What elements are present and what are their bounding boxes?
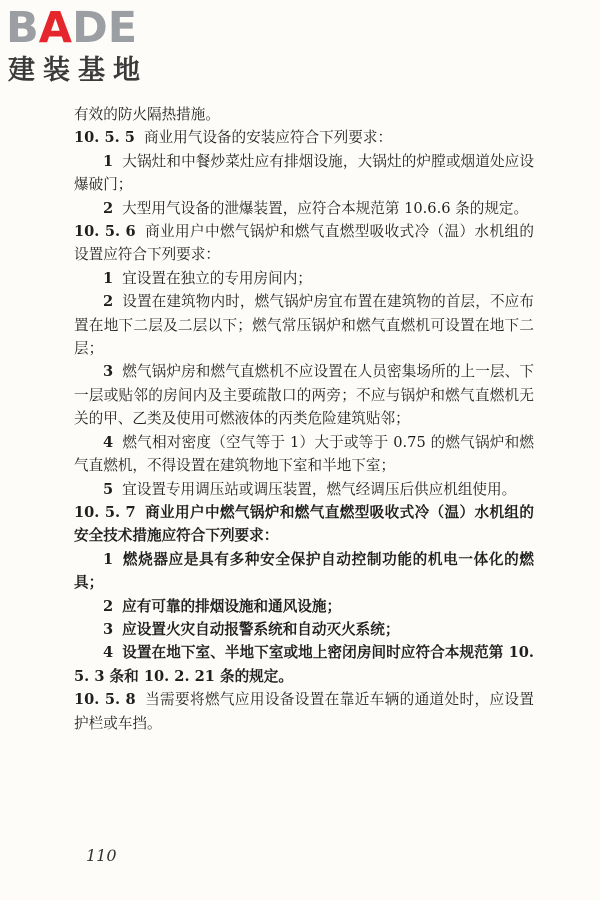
logo-wordmark: BADE — [6, 3, 138, 53]
clause-10-5-7-item-4: 4 设置在地下室、半地下室或地上密闭房间时应符合本规范第 10. 5. 3 条和 10. 2. 21 条的规定。 — [74, 644, 534, 685]
clause-10-5-6-item-4: 4 燃气相对密度（空气等于 1）大于或等于 0.75 的燃气锅炉和燃气直燃机，不得设置在建筑物地下室和半地下室； — [74, 433, 534, 475]
clause-10-5-7: 10. 5. 7 商业用户中燃气锅炉和燃气直燃型吸收式冷（温）水机组的安全技术措施应符合下列要求： — [74, 503, 534, 545]
logo-subtitle: 建装基地 — [8, 55, 148, 86]
clause-10-5-6-item-3: 3 燃气锅炉房和燃气直燃机不应设置在人员密集场所的上一层、下一层或贴邻的房间内及主要疏散口的两旁；不应与锅炉和燃气直燃机无关的甲、乙类及使用可燃液体的丙类危险建筑贴邻； — [74, 363, 534, 428]
clause-10-5-5: 10. 5. 5 商业用气设备的安装应符合下列要求： — [74, 129, 393, 147]
clause-10-5-7-item-2: 2 应有可靠的排烟设施和通风设施； — [103, 597, 342, 615]
continuation-text: 有效的防火隔热措施。 — [74, 106, 220, 123]
clause-10-5-7-item-3: 3 应设置火灾自动报警系统和自动灭火系统； — [103, 620, 400, 638]
clause-10-5-6-item-1: 1 宜设置在独立的专用房间内； — [103, 269, 312, 287]
clause-10-5-8: 10. 5. 8 当需要将燃气应用设备设置在靠近车辆的通道处时，应设置护栏或车挡。 — [74, 691, 534, 732]
bade-logo — [6, 2, 176, 90]
clause-10-5-6-item-5: 5 宜设置专用调压站或调压装置，燃气经调压后供应机组使用。 — [103, 480, 517, 498]
clause-10-5-7-item-1: 1 燃烧器应是具有多种安全保护自动控制功能的机电一体化的燃具； — [74, 550, 534, 592]
clause-10-5-6-item-2: 2 设置在建筑物内时，燃气锅炉房宜布置在建筑物的首层，不应布置在地下二层及二层以下；燃气常压锅炉和燃气直燃机可设置在地下二层； — [74, 293, 534, 358]
clause-10-5-6: 10. 5. 6 商业用户中燃气锅炉和燃气直燃型吸收式冷（温）水机组的设置应符合下列要求： — [74, 223, 534, 264]
page-number: 110 — [86, 846, 117, 865]
clause-10-5-5-item-2: 2 大型用气设备的泄爆装置，应符合本规范第 10.6.6 条的规定。 — [103, 199, 529, 217]
clause-10-5-5-item-1: 1 大锅灶和中餐炒菜灶应有排烟设施，大锅灶的炉膛或烟道处应设爆破门； — [74, 152, 534, 194]
page-body — [74, 103, 534, 735]
